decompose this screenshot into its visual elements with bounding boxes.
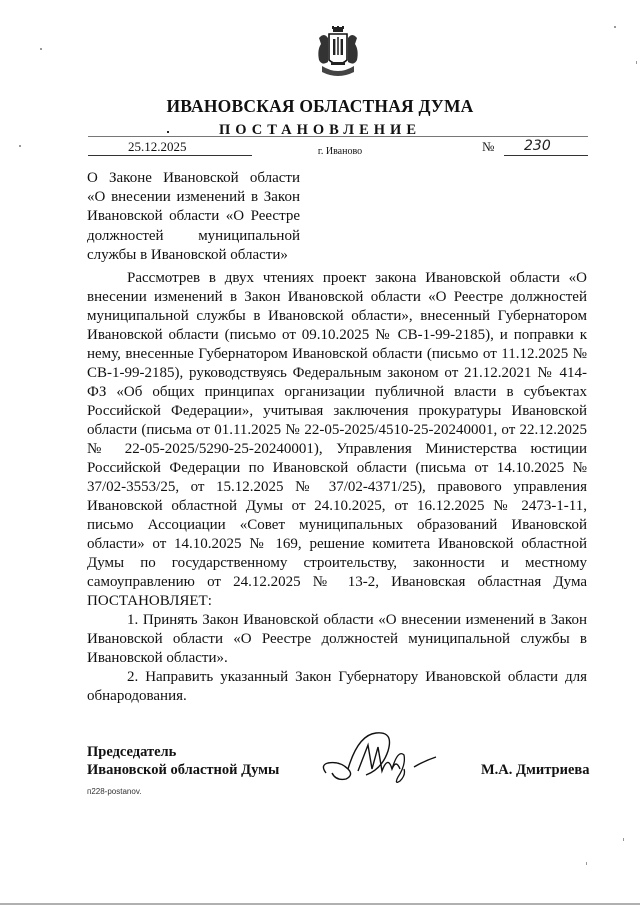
subject-line: О Законе Ивановской области [87, 170, 300, 186]
scan-speck [586, 862, 587, 865]
file-reference: п228-postanov. [87, 787, 142, 796]
scan-speck [19, 145, 21, 147]
subject-line: «О внесении изменений в Закон [87, 189, 300, 206]
document-type-heading: ПОСТАНОВЛЕНИЕ [218, 122, 421, 138]
number-label: № [482, 139, 495, 154]
document-body [87, 269, 587, 706]
scan-speck [614, 26, 616, 28]
header-divider [88, 136, 588, 137]
signatory-role [87, 743, 279, 779]
scan-speck [40, 48, 42, 50]
city-label: г. Иваново [317, 146, 363, 157]
scan-speck [636, 61, 637, 64]
organization-title: ИВАНОВСКАЯ ОБЛАСТНАЯ ДУМА [166, 96, 474, 116]
document-subject [87, 169, 300, 265]
signatory-name: М.А. Дмитриева [481, 762, 590, 778]
subject-line: должностей муниципальной [87, 227, 300, 244]
resolution-item: 2. Направить указанный Закон Губернатору Ивановской области для обнародования. [87, 669, 587, 704]
scan-mark [167, 131, 169, 133]
role-line: Ивановской областной Думы [87, 762, 280, 778]
subject-line: Ивановской области «О Реестре [87, 208, 300, 225]
subject-line: службы в Ивановской области» [87, 246, 288, 263]
role-line: Председатель [87, 744, 177, 760]
preamble-paragraph: Рассмотрев в двух чтениях проект закона Ивановской области «О внесении изменений в Закон Ивановской области «О Реестре должностей муниципальной службы в Ивановской области», внесенный Губернатором Ивановской области (письмо от 09.10.2025 № СВ-1-99-2185), и поправки к нему, внесенные Губернатором Ивановской области (письмо от 11.12.2025 № СВ-1-99-2185), руководствуясь Федеральным законом от 21.12.2021 № 414-ФЗ «Об общих принципах организации публичной власти в субъектах Российской Федерации», учитывая заключения прокуратуры Ивановской области (письма от 01.11.2025 № 22-05-2025/4510-25-20240001, от 22.12.2025 № 22-05-2025/5290-25-20240001), Управления Министерства юстиции Российской Федерации по Ивановской области (письма от 14.10.2025 № 37/02-3553/25, от 15.12.2025 № 37/02-4371/25), правового управления Ивановской областной Думы от 24.10.2025, от 16.12.2025 № 2473-1-11, письмо Ассоциации «Совет муниципальных образований Ивановской области» от 14.10.2025 № 169, решение комитета Ивановской областной Думы по государственному строительству, законности и местному самоуправлению от 24.12.2025 № 13-2, Ивановская областная Дума ПОСТАНОВЛЯЕТ: [87, 270, 587, 609]
document-number: 230 [524, 138, 551, 154]
document-date: 25.12.2025 [128, 139, 187, 154]
resolution-item: 1. Принять Закон Ивановской области «О внесении изменений в Закон Ивановской области «О Реестре должностей муниципальной службы в Ивановской области». [87, 612, 587, 666]
handwritten-signature-icon [318, 725, 443, 795]
scan-speck [623, 838, 624, 841]
coat-of-arms-icon [316, 26, 360, 78]
